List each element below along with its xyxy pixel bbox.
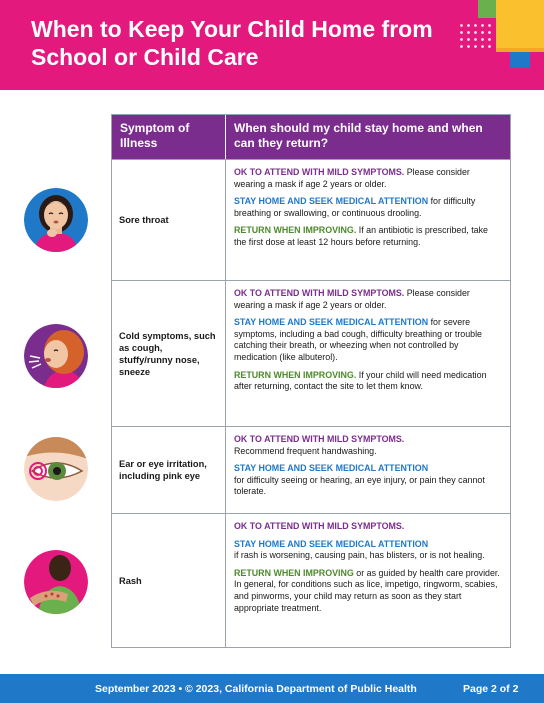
stay-label: STAY HOME AND SEEK MEDICAL ATTENTION — [234, 196, 429, 207]
header-banner — [0, 0, 544, 90]
symptom-name: Rash — [112, 514, 226, 647]
stay-guidance — [234, 196, 502, 219]
ok-guidance — [234, 167, 502, 190]
symptom-name: Cold symptoms, such as cough, stuffy/runny nose, sneeze — [112, 281, 226, 426]
footer-bar — [0, 674, 544, 703]
table-row — [112, 159, 510, 280]
irritated-eye-icon — [24, 437, 88, 501]
symptom-column-header: Symptom of Illness — [112, 115, 226, 159]
page-number: Page 2 of 2 — [463, 683, 519, 695]
ok-text: Please consider wearing a mask if age 2 years or older. — [234, 167, 470, 189]
stay-guidance — [234, 463, 502, 498]
sneezing-child-icon — [24, 324, 88, 388]
ok-label: OK TO ATTEND WITH MILD SYMPTOMS. — [234, 434, 405, 444]
ok-label: OK TO ATTEND WITH MILD SYMPTOMS. — [234, 521, 405, 531]
page-title: When to Keep Your Child Home from School or Child Care — [31, 16, 433, 70]
return-text: If your child will need medication after returning, contact the site to let them know. — [234, 369, 487, 392]
ok-guidance — [234, 434, 502, 457]
return-guidance — [234, 568, 502, 614]
guidance-column-header: When should my child stay home and when can they return? — [234, 121, 483, 150]
ok-guidance — [234, 521, 502, 533]
return-text: If an antibiotic is prescribed, take the first dose at least 12 hours before returning. — [234, 225, 488, 247]
stay-text: for difficulty seeing or hearing, an eye injury, or pain they cannot tolerate. — [234, 474, 485, 497]
ok-label: OK TO ATTEND WITH MILD SYMPTOMS. — [234, 288, 405, 298]
return-guidance — [234, 370, 502, 393]
return-text: or as guided by health care provider. In general, for conditions such as lice, impetigo, ringworm, scabies, and pinworms, your child may return as soon as they start appropriate treatment. — [234, 567, 500, 613]
guidance-cell — [226, 427, 510, 513]
stay-label: STAY HOME AND SEEK MEDICAL ATTENTION — [234, 538, 429, 549]
return-label: RETURN WHEN IMPROVING — [234, 567, 354, 578]
table-header-row — [112, 115, 510, 159]
symptom-name: Sore throat — [112, 160, 226, 280]
ok-text: Please consider wearing a mask if age 2 years or older. — [234, 288, 470, 310]
return-label: RETURN WHEN IMPROVING. — [234, 225, 357, 236]
ok-label: OK TO ATTEND WITH MILD SYMPTOMS. — [234, 167, 405, 177]
table-row — [112, 513, 510, 647]
stay-label: STAY HOME AND SEEK MEDICAL ATTENTION — [234, 463, 429, 474]
stay-guidance — [234, 317, 502, 363]
green-square-decoration — [478, 0, 496, 18]
stay-text: for severe symptoms, including a bad cough, difficulty breathing or trouble catching their breath, or wheezing when not controlled by medication (like albuterol). — [234, 317, 482, 362]
sore-throat-child-icon — [24, 188, 88, 252]
guidance-cell — [226, 514, 510, 647]
table-row — [112, 426, 510, 513]
guidance-cell — [226, 160, 510, 280]
symptom-name: Ear or eye irritation, including pink eye — [112, 427, 226, 513]
stay-text: for difficulty breathing or swallowing, or continuous drooling. — [234, 196, 476, 218]
blue-square-decoration — [510, 52, 530, 68]
guidance-cell — [226, 281, 510, 426]
ok-guidance — [234, 288, 502, 311]
return-guidance — [234, 225, 502, 248]
yellow-square-decoration — [496, 0, 544, 48]
ok-text: Recommend frequent handwashing. — [234, 445, 377, 456]
footer-date-line: September 2023 • © 2023, California Department of Public Health — [95, 683, 417, 695]
table-row — [112, 280, 510, 426]
scratching-arm-icon — [24, 550, 88, 614]
stay-text: if rash is worsening, causing pain, has blisters, or is not healing. — [234, 550, 485, 561]
stay-guidance — [234, 539, 502, 562]
dot-grid-decoration — [458, 22, 494, 52]
symptom-table — [111, 114, 511, 648]
stay-label: STAY HOME AND SEEK MEDICAL ATTENTION — [234, 317, 429, 328]
return-label: RETURN WHEN IMPROVING. — [234, 369, 357, 380]
